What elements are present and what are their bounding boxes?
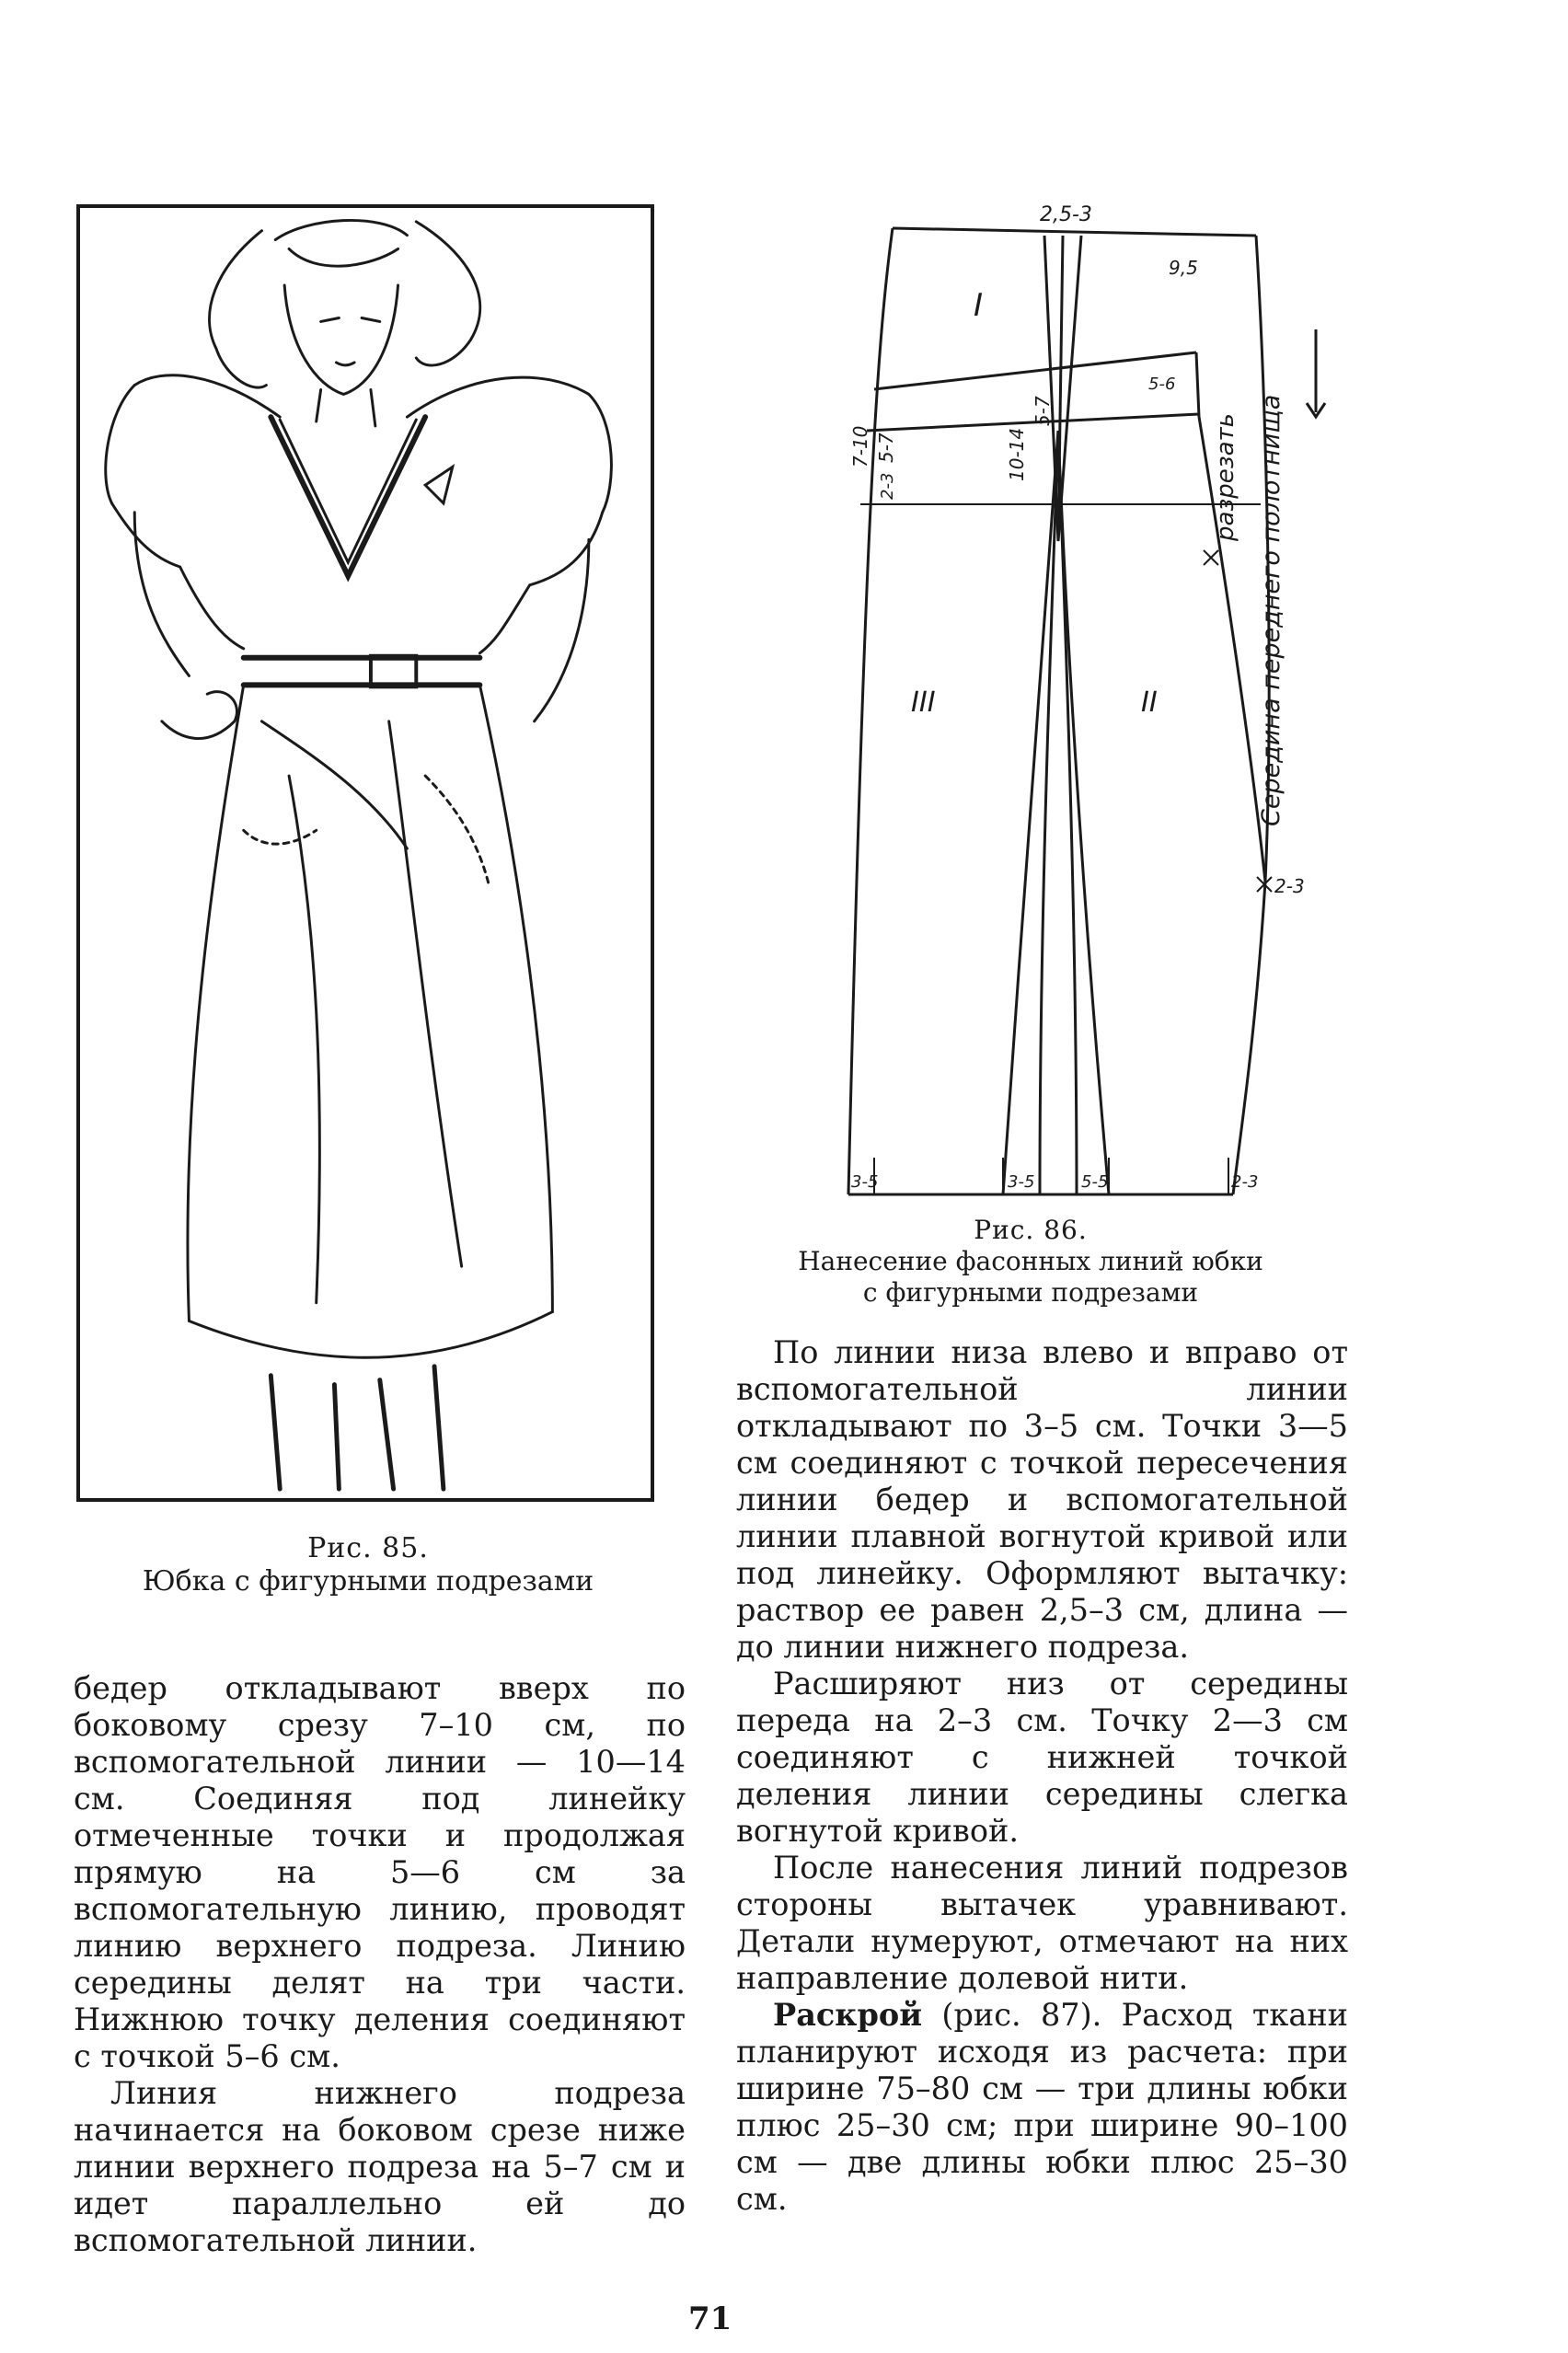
label-right-mark: 2-3 <box>1274 875 1305 897</box>
right-paragraph-2: Расширяют низ от середины переда на 2–3 см. Точку 2—3 см соединяют с нижней точкой деления линии середины слегка вогнутой кривой. <box>736 1666 1348 1849</box>
cutting-lead: Раскрой <box>773 1997 923 2033</box>
right-column-text <box>736 1334 1348 2218</box>
label-hem-center-left: 3-5 <box>1008 1172 1035 1192</box>
label-left-low: 2-3 <box>878 472 897 500</box>
page-number: 71 <box>688 2301 732 2337</box>
right-paragraph-1: По линии низа влево и вправо от вспомогательной линии откладывают по 3–5 см. Точки 3—5 см соединяют с точкой пересечения линии бедер и вспомогательной линии плавной вогнутой кривой или под линейку. Оформляют вытачку: раствор ее равен 2,5–3 см, длина — до линии нижнего подреза. <box>736 1334 1348 1665</box>
figure-86-number: Рис. 86. <box>974 1215 1088 1245</box>
right-paragraph-4 <box>736 1997 1348 2218</box>
label-cut: разрезать <box>1212 413 1239 541</box>
label-center-front: Середина переднего полотнища <box>1257 394 1286 826</box>
figure-85-caption <box>83 1532 653 1598</box>
skirt-model-drawing <box>80 208 651 1498</box>
label-center-mid: 5-7 <box>1032 396 1054 426</box>
cutting-text: (рис. 87). Расход ткани планируют исходя из расчета: при ширине 75–80 см — три длины юбки плюс 25–30 см; при ширине 90–100 см — две длины юбки плюс 25–30 см. <box>736 1997 1348 2217</box>
label-right-box: 5-6 <box>1148 375 1176 394</box>
left-paragraph-2: Линия нижнего подреза начинается на боковом срезе ниже линии верхнего подреза на 5–7 см и идет параллельно ей до вспомогательной линии. <box>74 2075 686 2258</box>
figure-86-pattern-draft <box>764 201 1343 1204</box>
figure-86-caption <box>736 1215 1325 1309</box>
label-center-upper: 10-14 <box>1006 427 1028 481</box>
label-panel-3: III <box>911 686 936 719</box>
right-paragraph-3: После нанесения линий подрезов стороны вытачек уравнивают. Детали нумеруют, отмечают на них направление долевой нити. <box>736 1850 1348 1996</box>
label-panel-2: II <box>1141 686 1158 719</box>
label-hem-right: 2-3 <box>1231 1172 1259 1192</box>
left-column-text <box>74 1670 686 2259</box>
label-panel-1: I <box>974 287 984 324</box>
figure-85-title: Юбка с фигурными подрезами <box>142 1565 594 1598</box>
label-hem-left: 3-5 <box>851 1172 879 1192</box>
figure-86-title-line2: с фигурными подрезами <box>862 1277 1199 1308</box>
figure-86-title-line1: Нанесение фасонных линий юбки <box>798 1246 1263 1276</box>
label-top-right: 9,5 <box>1169 257 1198 279</box>
left-paragraph-1: бедер откладывают вверх по боковому срезу 7–10 см, по вспомогательной линии — 10—14 см. Соединяя под линейку отмеченные точки и продолжая прямую на 5—6 см за вспомогательную линию, проводят линию верхнего подреза. Линию середины делят на три части. Нижнюю точку деления соединяют с точкой 5–6 см. <box>74 1670 686 2074</box>
label-left-mid: 5-7 <box>875 433 897 463</box>
label-top-dart: 2,5-3 <box>1040 203 1092 226</box>
label-hem-center-right: 5-5 <box>1081 1172 1109 1192</box>
pattern-draft-svg <box>764 201 1343 1204</box>
figure-85-number: Рис. 85. <box>307 1532 429 1564</box>
label-left-upper: 7-10 <box>849 425 871 467</box>
figure-85-illustration <box>76 204 654 1502</box>
